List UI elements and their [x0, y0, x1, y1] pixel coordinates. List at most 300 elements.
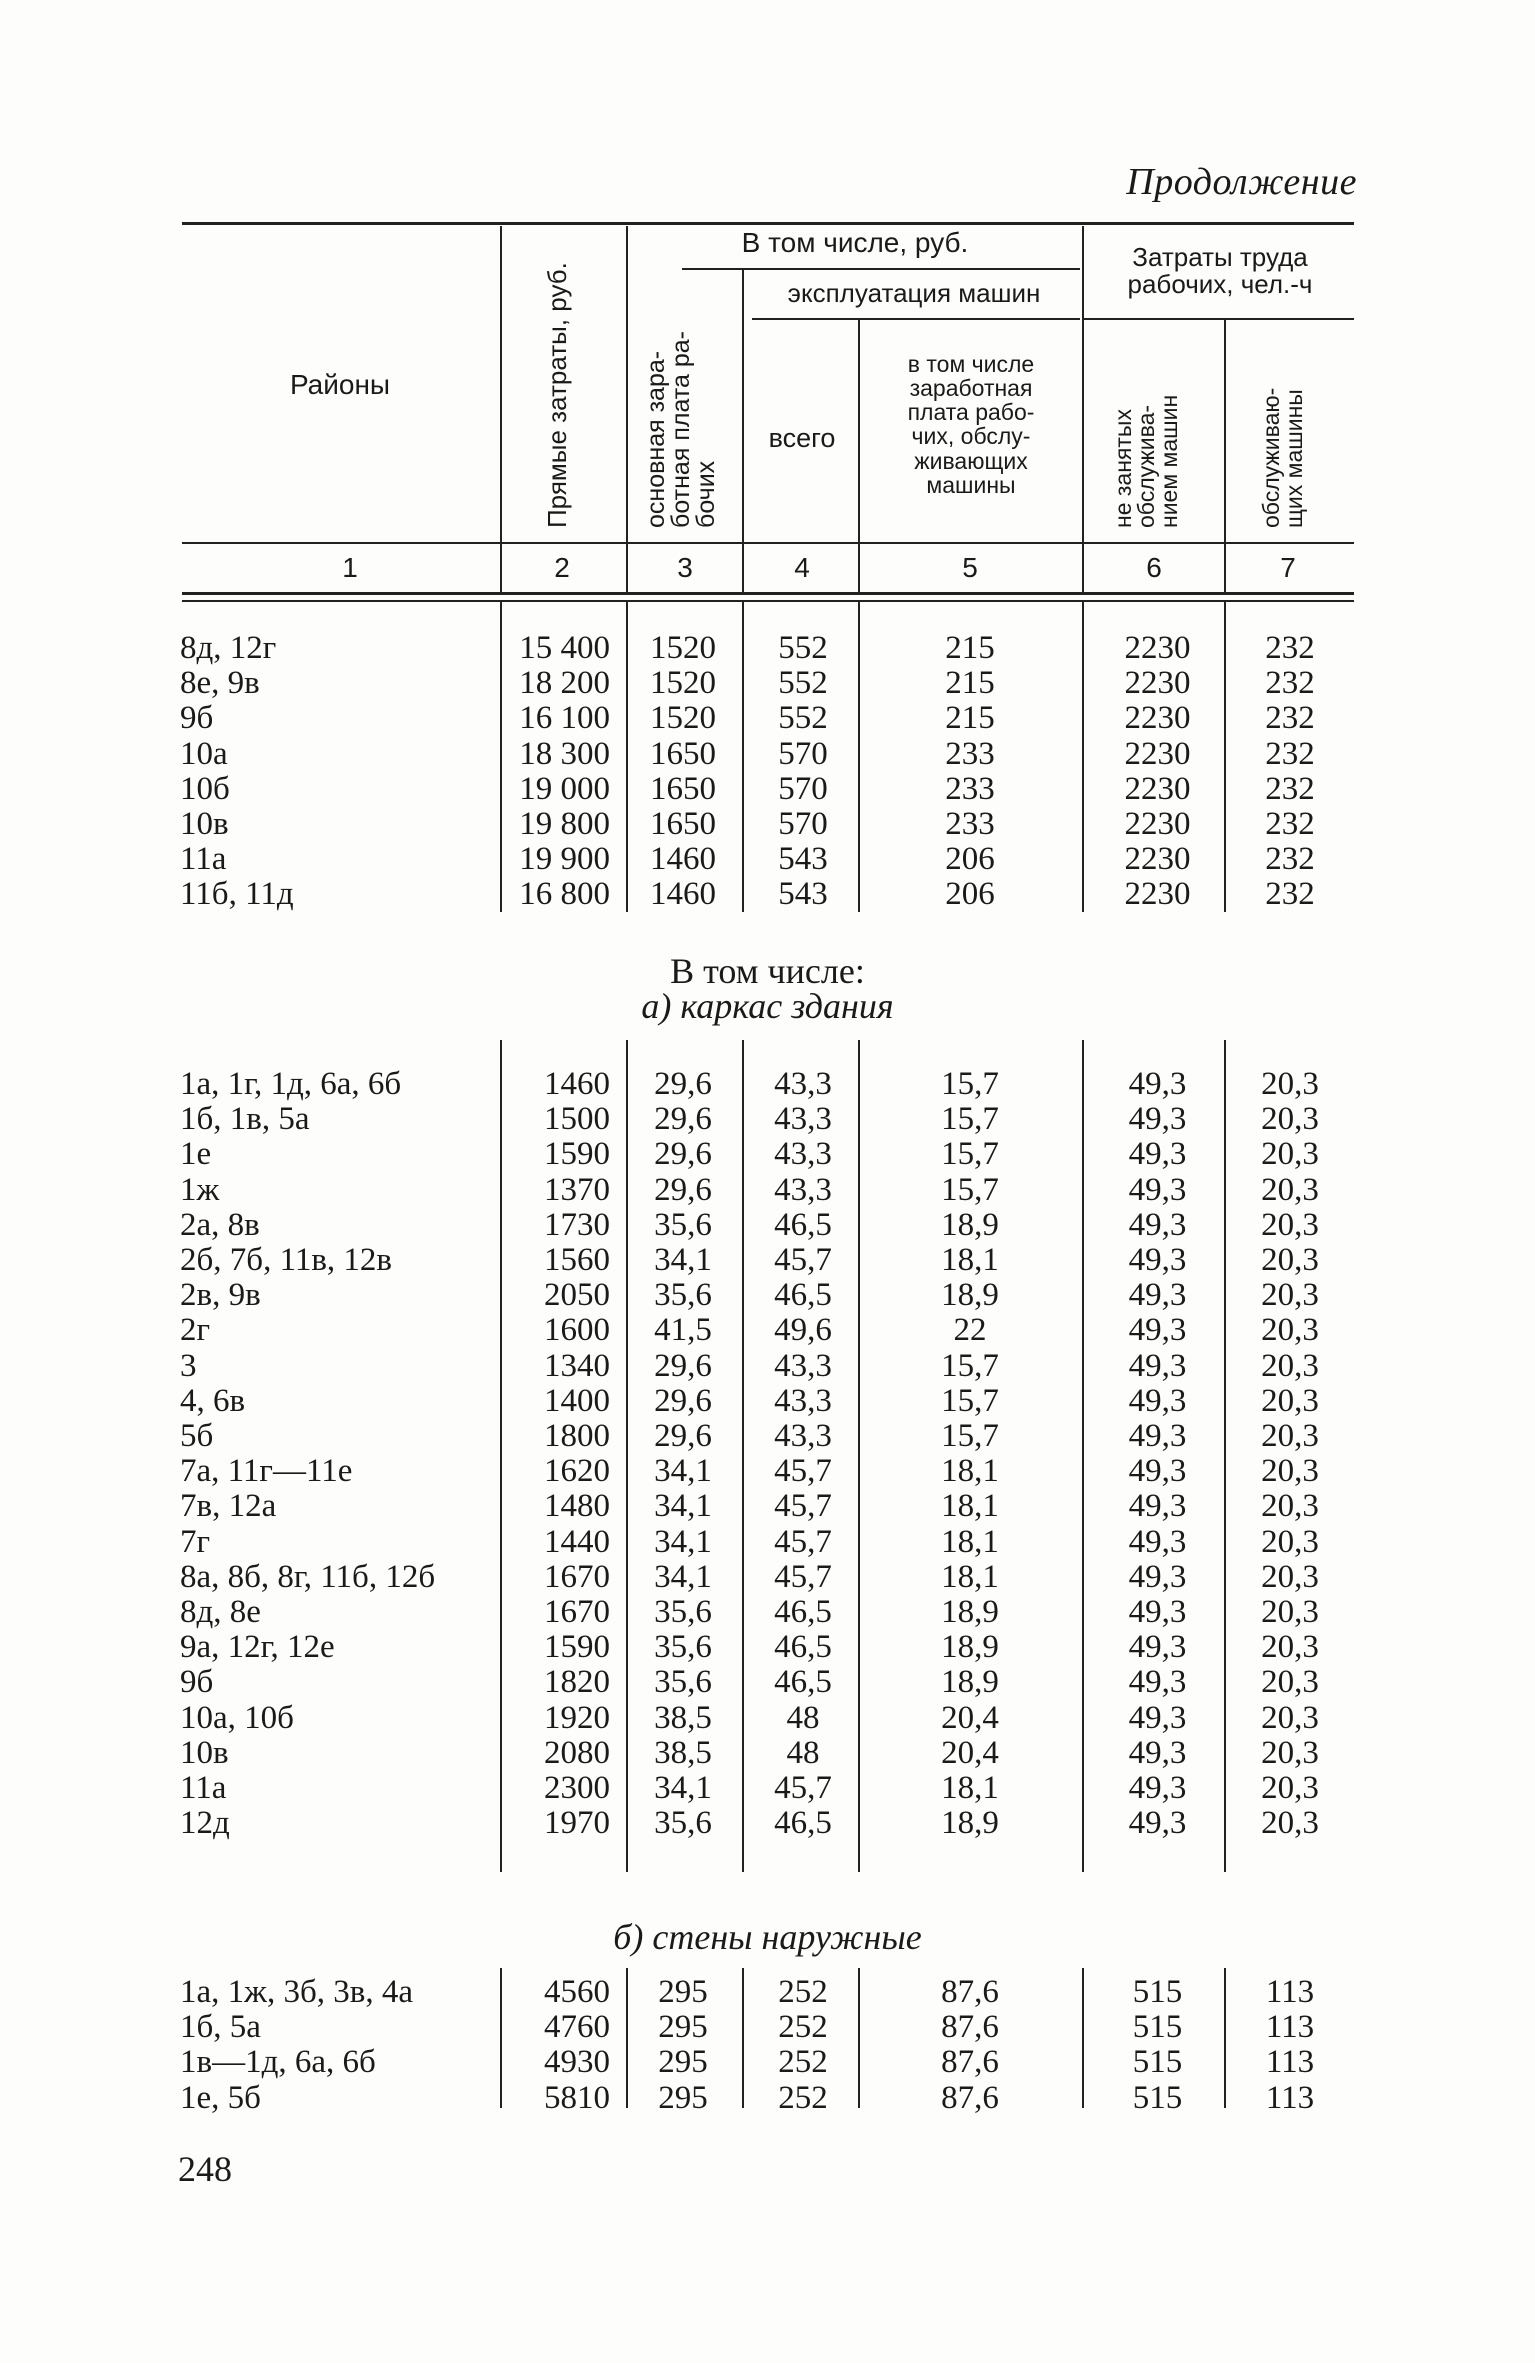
col-header-machine-operation: эксплуатация машин: [787, 278, 1041, 308]
value-cell-col-7: 20,3: [1261, 1523, 1319, 1560]
table-row: [0, 1629, 1535, 1664]
district-cell: 4, 6в: [180, 1382, 246, 1419]
header-sub-rule-2: [752, 318, 1080, 320]
value-cell-col-5: 15,7: [941, 1347, 999, 1384]
table-row: [0, 1242, 1535, 1277]
col-header-base-wage: [644, 331, 719, 528]
district-cell: 1е, 5б: [180, 2079, 261, 2116]
labor-line-2: рабочих, чел.-ч: [1127, 269, 1313, 300]
value-cell-col-2: 2300: [544, 1770, 610, 1806]
value-cell-col-3: 1460: [650, 876, 716, 913]
value-cell-col-2: 2050: [544, 1277, 610, 1314]
header-vline-6: [1224, 320, 1226, 592]
value-cell-col-7: 113: [1265, 1974, 1315, 2010]
value-cell-col-5: 233: [945, 806, 995, 842]
value-cell-col-5: 18,1: [941, 1453, 999, 1490]
value-cell-col-6: 49,3: [1128, 1664, 1187, 1701]
col-number-2: 2: [554, 552, 570, 583]
value-cell-col-3: 1460: [650, 841, 716, 878]
value-cell-col-7: 20,3: [1261, 1242, 1319, 1278]
value-cell-col-2: 1920: [544, 1699, 610, 1736]
value-cell-col-6: 2230: [1124, 876, 1191, 913]
table-row: [0, 1348, 1535, 1383]
value-cell-col-5: 206: [945, 876, 995, 913]
table-row: [0, 1207, 1535, 1242]
value-cell-col-4: 43,3: [774, 1136, 832, 1173]
value-cell-col-7: 232: [1265, 630, 1315, 666]
value-cell-col-2: 16 800: [519, 876, 610, 913]
value-cell-col-2: 1970: [544, 1805, 610, 1842]
value-cell-col-2: 1480: [544, 1488, 610, 1525]
value-cell-col-6: 49,3: [1128, 1206, 1187, 1243]
value-cell-col-5: 20,4: [941, 1699, 999, 1736]
value-cell-col-7: 20,3: [1261, 1699, 1319, 1736]
numbers-bottom-rule: [182, 592, 1354, 595]
incl-wage-line-6: машины: [926, 471, 1016, 498]
value-cell-col-5: 18,1: [941, 1558, 999, 1595]
header-vline-2: [626, 226, 628, 592]
value-cell-col-5: 206: [945, 841, 995, 878]
value-cell-col-2: 1440: [544, 1523, 610, 1560]
district-cell: 8а, 8б, 8г, 11б, 12б: [180, 1558, 436, 1595]
value-cell-col-6: 49,3: [1128, 1277, 1187, 1314]
value-cell-col-6: 2230: [1124, 806, 1191, 842]
value-cell-col-3: 29,6: [654, 1136, 712, 1173]
value-cell-col-4: 552: [778, 700, 828, 737]
machine-serv-line-1: обслуживаю-: [1258, 387, 1284, 528]
table-row: [0, 700, 1535, 735]
value-cell-col-5: 15,7: [941, 1136, 999, 1173]
district-cell: 5б: [180, 1418, 214, 1454]
value-cell-col-5: 22: [953, 1312, 987, 1349]
value-cell-col-3: 1520: [650, 630, 716, 666]
value-cell-col-6: 49,3: [1128, 1699, 1187, 1736]
value-cell-col-6: 515: [1132, 2079, 1183, 2116]
table-row: [0, 1664, 1535, 1699]
value-cell-col-3: 34,1: [654, 1242, 712, 1278]
value-cell-col-7: 232: [1265, 665, 1315, 702]
value-cell-col-7: 20,3: [1261, 1206, 1319, 1243]
value-cell-col-5: 18,9: [941, 1206, 999, 1243]
value-cell-col-5: 18,9: [941, 1277, 999, 1314]
table-row: [0, 1700, 1535, 1735]
table-row: [0, 1066, 1535, 1101]
value-cell-col-6: 2230: [1124, 841, 1191, 878]
value-cell-col-7: 113: [1265, 2079, 1315, 2116]
value-cell-col-2: 4560: [544, 1974, 610, 2010]
table-row: [0, 841, 1535, 876]
value-cell-col-4: 46,5: [774, 1805, 832, 1842]
value-cell-col-4: 45,7: [774, 1523, 832, 1560]
value-cell-col-5: 215: [945, 700, 995, 737]
value-cell-col-4: 570: [778, 735, 828, 772]
table-row: [0, 876, 1535, 911]
value-cell-col-7: 113: [1265, 2044, 1315, 2081]
value-cell-col-5: 15,7: [941, 1382, 999, 1419]
table-row: [0, 1594, 1535, 1629]
value-cell-col-4: 43,3: [774, 1382, 832, 1419]
table-row: [0, 806, 1535, 841]
district-cell: 10а: [180, 735, 228, 772]
value-cell-col-4: 570: [778, 806, 828, 842]
table-row: [0, 1453, 1535, 1488]
value-cell-col-5: 15,7: [941, 1418, 999, 1454]
including-caption: В том числе:: [670, 951, 865, 991]
page-number: 248: [178, 2149, 232, 2189]
value-cell-col-2: 1340: [544, 1347, 610, 1384]
not-machine-line-3: нием машин: [1156, 394, 1182, 528]
value-cell-col-3: 35,6: [654, 1206, 712, 1243]
table-row: [0, 1101, 1535, 1136]
value-cell-col-6: 49,3: [1128, 1453, 1187, 1490]
value-cell-col-5: 215: [945, 630, 995, 666]
value-cell-col-5: 18,1: [941, 1770, 999, 1806]
value-cell-col-4: 43,3: [774, 1066, 832, 1102]
incl-wage-line-3: плата рабо-: [907, 399, 1035, 426]
table-row: [0, 1383, 1535, 1418]
value-cell-col-6: 2230: [1124, 665, 1191, 702]
value-cell-col-7: 20,3: [1261, 1171, 1319, 1208]
header-bottom-rule: [182, 542, 1354, 544]
value-cell-col-3: 34,1: [654, 1558, 712, 1595]
base-wage-line-1: основная зара-: [642, 350, 670, 528]
value-cell-col-4: 45,7: [774, 1488, 832, 1525]
value-cell-col-4: 49,6: [774, 1312, 832, 1349]
value-cell-col-2: 16 100: [519, 700, 610, 737]
value-cell-col-4: 45,7: [774, 1770, 832, 1806]
value-cell-col-3: 35,6: [654, 1629, 712, 1666]
district-cell: 9б: [180, 1664, 214, 1701]
continuation-label: Продолжение: [1126, 161, 1357, 203]
value-cell-col-6: 49,3: [1128, 1734, 1187, 1771]
value-cell-col-2: 19 900: [519, 841, 610, 878]
header-vline-1: [500, 226, 502, 592]
value-cell-col-4: 543: [778, 876, 828, 913]
value-cell-col-3: 35,6: [654, 1594, 712, 1630]
table-row: [0, 630, 1535, 665]
value-cell-col-2: 1820: [544, 1664, 610, 1701]
section-a-caption: а) каркас здания: [641, 986, 894, 1026]
table-row: [0, 665, 1535, 700]
value-cell-col-7: 20,3: [1261, 1805, 1319, 1842]
value-cell-col-3: 295: [658, 2009, 708, 2046]
labor-line-1: Затраты труда: [1132, 242, 1308, 272]
value-cell-col-7: 113: [1265, 2009, 1315, 2046]
value-cell-col-7: 20,3: [1261, 1418, 1319, 1454]
value-cell-col-5: 18,9: [941, 1629, 999, 1666]
col-header-labor: [1086, 244, 1354, 299]
value-cell-col-3: 29,6: [654, 1347, 712, 1384]
table-row: [0, 1735, 1535, 1770]
value-cell-col-4: 552: [778, 665, 828, 702]
district-cell: 2г: [180, 1312, 211, 1349]
table-row: [0, 1559, 1535, 1594]
value-cell-col-4: 43,3: [774, 1418, 832, 1454]
header-vline-3: [742, 270, 744, 592]
col-header-total: всего: [768, 423, 836, 453]
header-top-rule: [182, 222, 1354, 225]
value-cell-col-7: 20,3: [1261, 1558, 1319, 1595]
value-cell-col-6: 2230: [1124, 630, 1191, 666]
value-cell-col-7: 232: [1265, 806, 1315, 842]
value-cell-col-5: 18,9: [941, 1594, 999, 1630]
col-header-direct-costs: Прямые затраты, руб.: [542, 262, 572, 528]
value-cell-col-5: 15,7: [941, 1066, 999, 1102]
table-row: [0, 1524, 1535, 1559]
value-cell-col-7: 20,3: [1261, 1594, 1319, 1630]
value-cell-col-7: 20,3: [1261, 1629, 1319, 1666]
value-cell-col-6: 515: [1132, 2044, 1183, 2081]
value-cell-col-6: 49,3: [1128, 1805, 1187, 1842]
district-cell: 1а, 1г, 1д, 6а, 6б: [180, 1066, 402, 1102]
col-header-districts: Районы: [289, 369, 391, 400]
col-header-including-rub: В том числе, руб.: [741, 227, 969, 258]
value-cell-col-6: 49,3: [1128, 1523, 1187, 1560]
value-cell-col-6: 49,3: [1128, 1171, 1187, 1208]
value-cell-col-4: 48: [786, 1699, 820, 1736]
value-cell-col-2: 1620: [544, 1453, 610, 1490]
value-cell-col-7: 20,3: [1261, 1488, 1319, 1525]
value-cell-col-5: 233: [945, 770, 995, 807]
col-number-7: 7: [1280, 552, 1296, 583]
machine-serv-line-2: щих машины: [1281, 389, 1307, 528]
col-header-incl-wage: [862, 352, 1080, 497]
value-cell-col-3: 29,6: [654, 1382, 712, 1419]
table-row: [0, 2044, 1535, 2079]
value-cell-col-7: 20,3: [1261, 1136, 1319, 1173]
district-cell: 1ж: [180, 1171, 220, 1208]
col-header-machine-serv: [1260, 388, 1306, 528]
value-cell-col-2: 19 800: [519, 806, 610, 842]
table-row: [0, 1136, 1535, 1171]
value-cell-col-4: 43,3: [774, 1347, 832, 1384]
value-cell-col-5: 18,9: [941, 1664, 999, 1701]
value-cell-col-5: 87,6: [941, 2079, 999, 2116]
col-number-3: 3: [677, 552, 693, 583]
incl-wage-line-5: живающих: [914, 447, 1028, 474]
value-cell-col-3: 1650: [650, 770, 716, 807]
not-machine-line-2: обслужива-: [1133, 404, 1159, 528]
value-cell-col-6: 2230: [1124, 735, 1191, 772]
value-cell-col-2: 1370: [544, 1171, 610, 1208]
value-cell-col-3: 1650: [650, 806, 716, 842]
value-cell-col-4: 43,3: [774, 1171, 832, 1208]
district-cell: 3: [180, 1347, 197, 1384]
district-cell: 7г: [180, 1523, 211, 1560]
col-number-1: 1: [342, 552, 358, 583]
value-cell-col-2: 1600: [544, 1312, 610, 1349]
district-cell: 8е, 9в: [180, 665, 260, 702]
value-cell-col-4: 252: [778, 2044, 828, 2081]
value-cell-col-4: 252: [778, 2009, 828, 2046]
district-cell: 10а, 10б: [180, 1699, 294, 1736]
value-cell-col-5: 87,6: [941, 1974, 999, 2010]
value-cell-col-4: 552: [778, 630, 828, 666]
district-cell: 7а, 11г—11е: [180, 1453, 353, 1490]
value-cell-col-2: 1670: [544, 1594, 610, 1630]
value-cell-col-4: 48: [786, 1734, 820, 1771]
value-cell-col-5: 215: [945, 665, 995, 702]
not-machine-line-1: не занятых: [1110, 409, 1136, 528]
district-cell: 10в: [180, 806, 229, 842]
value-cell-col-6: 515: [1132, 1974, 1183, 2010]
district-cell: 11а: [180, 841, 227, 878]
value-cell-col-6: 49,3: [1128, 1488, 1187, 1525]
district-cell: 1б, 5а: [180, 2009, 261, 2046]
table-row: [0, 1488, 1535, 1523]
district-cell: 12д: [180, 1805, 230, 1842]
value-cell-col-4: 252: [778, 1974, 828, 2010]
value-cell-col-6: 49,3: [1128, 1347, 1187, 1384]
section-b-caption: б) стены наружные: [613, 1917, 922, 1957]
table-row: [0, 736, 1535, 771]
value-cell-col-6: 49,3: [1128, 1594, 1187, 1630]
value-cell-col-7: 232: [1265, 770, 1315, 807]
value-cell-col-3: 41,5: [654, 1312, 712, 1349]
value-cell-col-3: 1520: [650, 665, 716, 702]
value-cell-col-6: 49,3: [1128, 1242, 1187, 1278]
value-cell-col-6: 49,3: [1128, 1558, 1187, 1595]
value-cell-col-4: 570: [778, 770, 828, 807]
value-cell-col-6: 49,3: [1128, 1066, 1187, 1102]
value-cell-col-6: 49,3: [1128, 1101, 1187, 1138]
value-cell-col-7: 20,3: [1261, 1382, 1319, 1419]
value-cell-col-5: 87,6: [941, 2009, 999, 2046]
value-cell-col-3: 29,6: [654, 1101, 712, 1138]
base-wage-line-2: ботная плата ра-: [667, 331, 695, 528]
district-cell: 2а, 8в: [180, 1206, 260, 1243]
value-cell-col-4: 46,5: [774, 1629, 832, 1666]
value-cell-col-4: 252: [778, 2079, 828, 2116]
district-cell: 1е: [180, 1136, 212, 1173]
value-cell-col-4: 45,7: [774, 1242, 832, 1278]
incl-wage-line-1: в том числе: [907, 351, 1035, 377]
value-cell-col-2: 1560: [544, 1242, 610, 1278]
value-cell-col-4: 46,5: [774, 1277, 832, 1314]
table-row: [0, 1805, 1535, 1840]
value-cell-col-2: 4930: [544, 2044, 610, 2081]
value-cell-col-4: 45,7: [774, 1558, 832, 1595]
value-cell-col-2: 15 400: [519, 630, 610, 666]
value-cell-col-4: 46,5: [774, 1206, 832, 1243]
col-number-6: 6: [1146, 552, 1162, 583]
table-row: [0, 1277, 1535, 1312]
district-cell: 10в: [180, 1734, 229, 1771]
value-cell-col-6: 515: [1132, 2009, 1183, 2046]
table-row: [0, 1770, 1535, 1805]
incl-wage-line-4: чих, обслу-: [911, 423, 1031, 450]
value-cell-col-5: 18,9: [941, 1805, 999, 1842]
value-cell-col-6: 2230: [1124, 700, 1191, 737]
value-cell-col-2: 1590: [544, 1629, 610, 1666]
value-cell-col-3: 34,1: [654, 1523, 712, 1560]
value-cell-col-2: 1460: [544, 1066, 610, 1102]
district-cell: 2в, 9в: [180, 1277, 261, 1314]
value-cell-col-6: 49,3: [1128, 1136, 1187, 1173]
value-cell-col-7: 20,3: [1261, 1101, 1319, 1138]
table-row: [0, 771, 1535, 806]
district-cell: 11б, 11д: [180, 876, 294, 913]
value-cell-col-6: 49,3: [1128, 1770, 1187, 1806]
value-cell-col-6: 49,3: [1128, 1382, 1187, 1419]
district-cell: 9б: [180, 700, 214, 737]
district-cell: 10б: [180, 770, 230, 807]
value-cell-col-3: 295: [658, 2044, 708, 2081]
district-cell: 1в—1д, 6а, 6б: [180, 2044, 376, 2081]
value-cell-col-3: 29,6: [654, 1171, 712, 1208]
table-row: [0, 1312, 1535, 1347]
value-cell-col-7: 232: [1265, 735, 1315, 772]
value-cell-col-3: 1520: [650, 700, 716, 737]
value-cell-col-3: 34,1: [654, 1770, 712, 1806]
table-row: [0, 1172, 1535, 1207]
value-cell-col-5: 233: [945, 735, 995, 772]
district-cell: 7в, 12а: [180, 1488, 277, 1525]
value-cell-col-5: 18,1: [941, 1242, 999, 1278]
value-cell-col-2: 1500: [544, 1101, 610, 1138]
value-cell-col-4: 46,5: [774, 1664, 832, 1701]
value-cell-col-3: 34,1: [654, 1488, 712, 1525]
value-cell-col-2: 18 300: [519, 735, 610, 772]
district-cell: 8д, 12г: [180, 630, 277, 666]
value-cell-col-6: 49,3: [1128, 1418, 1187, 1454]
value-cell-col-3: 35,6: [654, 1277, 712, 1314]
value-cell-col-4: 543: [778, 841, 828, 878]
value-cell-col-3: 29,6: [654, 1418, 712, 1454]
district-cell: 9а, 12г, 12е: [180, 1629, 335, 1666]
value-cell-col-2: 1800: [544, 1418, 610, 1454]
district-cell: 2б, 7б, 11в, 12в: [180, 1242, 393, 1278]
district-cell: 1а, 1ж, 3б, 3в, 4а: [180, 1974, 413, 2010]
value-cell-col-6: 49,3: [1128, 1629, 1187, 1666]
body-top-rule: [182, 600, 1354, 602]
value-cell-col-2: 1590: [544, 1136, 610, 1173]
header-vline-5: [1082, 226, 1084, 592]
value-cell-col-3: 295: [658, 1974, 708, 2010]
value-cell-col-7: 232: [1265, 841, 1315, 878]
value-cell-col-5: 87,6: [941, 2044, 999, 2081]
value-cell-col-3: 35,6: [654, 1805, 712, 1842]
value-cell-col-5: 18,1: [941, 1488, 999, 1525]
value-cell-col-5: 18,1: [941, 1523, 999, 1560]
value-cell-col-3: 1650: [650, 735, 716, 772]
base-wage-line-3: бочих: [692, 460, 720, 528]
value-cell-col-7: 232: [1265, 876, 1315, 913]
value-cell-col-7: 20,3: [1261, 1347, 1319, 1384]
value-cell-col-6: 49,3: [1128, 1312, 1187, 1349]
table-row: [0, 2009, 1535, 2044]
col-number-5: 5: [962, 552, 978, 583]
value-cell-col-3: 38,5: [654, 1734, 712, 1771]
value-cell-col-7: 232: [1265, 700, 1315, 737]
col-number-4: 4: [794, 552, 810, 583]
value-cell-col-3: 29,6: [654, 1066, 712, 1102]
value-cell-col-4: 45,7: [774, 1453, 832, 1490]
value-cell-col-2: 1670: [544, 1558, 610, 1595]
value-cell-col-3: 35,6: [654, 1664, 712, 1701]
value-cell-col-5: 20,4: [941, 1734, 999, 1771]
value-cell-col-3: 34,1: [654, 1453, 712, 1490]
district-cell: 8д, 8е: [180, 1594, 261, 1630]
value-cell-col-3: 295: [658, 2079, 708, 2116]
col-header-not-machine: [1112, 395, 1181, 528]
value-cell-col-5: 15,7: [941, 1171, 999, 1208]
value-cell-col-7: 20,3: [1261, 1066, 1319, 1102]
header-vline-4: [858, 320, 860, 592]
value-cell-col-7: 20,3: [1261, 1734, 1319, 1771]
table-row: [0, 2080, 1535, 2115]
value-cell-col-2: 5810: [544, 2079, 610, 2116]
